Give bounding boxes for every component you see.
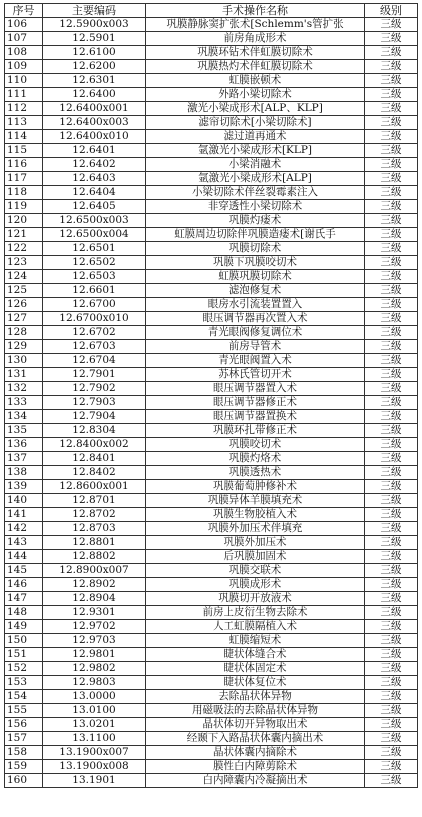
row-procedure: 巩膜下巩膜咬切术 [146, 256, 365, 270]
table-row [5, 158, 418, 172]
row-code: 12.6502 [43, 256, 146, 270]
table-row [5, 228, 418, 242]
row-procedure: 非穿透性小梁切除术 [146, 200, 365, 214]
row-seq: 142 [5, 522, 43, 536]
row-code: 12.6500x003 [43, 214, 146, 228]
row-code: 12.6700x010 [43, 312, 146, 326]
table-row [5, 676, 418, 690]
row-code: 12.6501 [43, 242, 146, 256]
row-code: 12.6403 [43, 172, 146, 186]
row-level: 三级 [365, 18, 418, 32]
row-level: 三级 [365, 508, 418, 522]
table-row [5, 718, 418, 732]
table-row [5, 172, 418, 186]
table-row [5, 410, 418, 424]
table-row [5, 536, 418, 550]
table-row [5, 466, 418, 480]
row-level: 三级 [365, 214, 418, 228]
row-code: 12.8802 [43, 550, 146, 564]
row-level: 三级 [365, 270, 418, 284]
row-level: 三级 [365, 648, 418, 662]
row-code: 12.8703 [43, 522, 146, 536]
row-code: 12.6503 [43, 270, 146, 284]
row-level: 三级 [365, 690, 418, 704]
row-procedure: 苏林氏管切开术 [146, 368, 365, 382]
row-procedure: 眼压调节器修正术 [146, 396, 365, 410]
table-row [5, 550, 418, 564]
row-seq: 132 [5, 382, 43, 396]
table-row [5, 242, 418, 256]
table-row [5, 690, 418, 704]
row-procedure: 外路小梁切除术 [146, 88, 365, 102]
row-code: 12.6400 [43, 88, 146, 102]
row-level: 三级 [365, 354, 418, 368]
row-seq: 155 [5, 704, 43, 718]
row-procedure: 人工虹膜隔植入术 [146, 620, 365, 634]
row-level: 三级 [365, 200, 418, 214]
row-seq: 113 [5, 116, 43, 130]
procedure-table [4, 3, 418, 788]
row-procedure: 晶状体囊内摘除术 [146, 746, 365, 760]
row-seq: 135 [5, 424, 43, 438]
row-procedure: 氩激光小梁成形术[KLP] [146, 144, 365, 158]
row-procedure: 巩膜异体羊膜填充术 [146, 494, 365, 508]
row-level: 三级 [365, 620, 418, 634]
table-row [5, 200, 418, 214]
table-row [5, 298, 418, 312]
row-seq: 114 [5, 130, 43, 144]
row-level: 三级 [365, 438, 418, 452]
row-level: 三级 [365, 634, 418, 648]
table-row [5, 116, 418, 130]
row-code: 12.6200 [43, 60, 146, 74]
row-seq: 107 [5, 32, 43, 46]
row-seq: 119 [5, 200, 43, 214]
row-procedure: 巩膜生物胶植入术 [146, 508, 365, 522]
row-procedure: 激光小梁成形术[ALP、KLP] [146, 102, 365, 116]
row-procedure: 睫状体固定术 [146, 662, 365, 676]
row-level: 三级 [365, 130, 418, 144]
row-procedure: 青光眼阀修复调位术 [146, 326, 365, 340]
row-seq: 136 [5, 438, 43, 452]
row-code: 13.0100 [43, 704, 146, 718]
table-row [5, 592, 418, 606]
row-procedure: 虹膜缩短术 [146, 634, 365, 648]
row-procedure: 巩膜外加压术伴填充 [146, 522, 365, 536]
row-seq: 145 [5, 564, 43, 578]
row-level: 三级 [365, 340, 418, 354]
row-level: 三级 [365, 676, 418, 690]
row-level: 三级 [365, 592, 418, 606]
row-level: 三级 [365, 480, 418, 494]
row-seq: 152 [5, 662, 43, 676]
table-row [5, 606, 418, 620]
row-code: 13.1900x008 [43, 760, 146, 774]
row-procedure: 巩膜交联术 [146, 564, 365, 578]
table-row [5, 438, 418, 452]
row-seq: 111 [5, 88, 43, 102]
row-code: 12.6404 [43, 186, 146, 200]
row-level: 三级 [365, 704, 418, 718]
table-row [5, 102, 418, 116]
row-procedure: 经颞下入路晶状体囊内摘出术 [146, 732, 365, 746]
row-level: 三级 [365, 452, 418, 466]
row-procedure: 虹膜巩膜切除术 [146, 270, 365, 284]
row-code: 12.7903 [43, 396, 146, 410]
row-code: 12.7904 [43, 410, 146, 424]
row-level: 三级 [365, 424, 418, 438]
row-procedure: 巩膜环扎带修正术 [146, 424, 365, 438]
table-row [5, 396, 418, 410]
row-procedure: 前房导管术 [146, 340, 365, 354]
row-seq: 153 [5, 676, 43, 690]
table-row [5, 312, 418, 326]
row-level: 三级 [365, 732, 418, 746]
row-seq: 117 [5, 172, 43, 186]
row-code: 12.6704 [43, 354, 146, 368]
row-level: 三级 [365, 410, 418, 424]
table-row [5, 340, 418, 354]
row-level: 三级 [365, 88, 418, 102]
row-code: 12.6601 [43, 284, 146, 298]
row-seq: 154 [5, 690, 43, 704]
row-procedure: 巩膜环钻术伴虹膜切除术 [146, 46, 365, 60]
row-code: 13.1900x007 [43, 746, 146, 760]
row-seq: 143 [5, 536, 43, 550]
table-row [5, 648, 418, 662]
row-level: 三级 [365, 536, 418, 550]
row-procedure: 巩膜咬切术 [146, 438, 365, 452]
row-seq: 151 [5, 648, 43, 662]
row-code: 12.6700 [43, 298, 146, 312]
header-level: 级别 [365, 4, 418, 18]
table-row [5, 746, 418, 760]
row-seq: 128 [5, 326, 43, 340]
row-level: 三级 [365, 746, 418, 760]
row-procedure: 眼压调节器置入术 [146, 382, 365, 396]
row-seq: 138 [5, 466, 43, 480]
row-code: 12.8902 [43, 578, 146, 592]
row-seq: 144 [5, 550, 43, 564]
row-seq: 141 [5, 508, 43, 522]
table-row [5, 284, 418, 298]
row-procedure: 巩膜透热术 [146, 466, 365, 480]
row-code: 12.9702 [43, 620, 146, 634]
row-procedure: 巩膜切开放液术 [146, 592, 365, 606]
row-seq: 159 [5, 760, 43, 774]
row-code: 12.9802 [43, 662, 146, 676]
row-code: 12.8904 [43, 592, 146, 606]
table-row [5, 354, 418, 368]
row-code: 12.8702 [43, 508, 146, 522]
row-code: 12.9301 [43, 606, 146, 620]
row-seq: 139 [5, 480, 43, 494]
row-seq: 137 [5, 452, 43, 466]
row-procedure: 睫状体复位术 [146, 676, 365, 690]
table-row [5, 88, 418, 102]
row-code: 13.1100 [43, 732, 146, 746]
row-procedure: 虹膜嵌顿术 [146, 74, 365, 88]
row-seq: 140 [5, 494, 43, 508]
row-level: 三级 [365, 522, 418, 536]
row-seq: 129 [5, 340, 43, 354]
row-procedure: 晶状体切开异物取出术 [146, 718, 365, 732]
row-code: 12.8801 [43, 536, 146, 550]
row-level: 三级 [365, 256, 418, 270]
row-level: 三级 [365, 382, 418, 396]
table-row [5, 382, 418, 396]
table-row [5, 214, 418, 228]
row-level: 三级 [365, 494, 418, 508]
row-code: 12.9801 [43, 648, 146, 662]
row-seq: 133 [5, 396, 43, 410]
table-row [5, 74, 418, 88]
row-procedure: 膜性白内障剪除术 [146, 760, 365, 774]
table-row [5, 256, 418, 270]
row-level: 三级 [365, 466, 418, 480]
row-procedure: 巩膜热灼术伴虹膜切除术 [146, 60, 365, 74]
row-level: 三级 [365, 606, 418, 620]
table-row [5, 424, 418, 438]
row-code: 12.6400x003 [43, 116, 146, 130]
table-row [5, 774, 418, 788]
row-level: 三级 [365, 172, 418, 186]
row-level: 三级 [365, 284, 418, 298]
row-seq: 116 [5, 158, 43, 172]
row-code: 12.8600x001 [43, 480, 146, 494]
row-code: 12.6400x010 [43, 130, 146, 144]
row-seq: 156 [5, 718, 43, 732]
row-code: 12.7902 [43, 382, 146, 396]
row-code: 12.5900x003 [43, 18, 146, 32]
row-level: 三级 [365, 158, 418, 172]
table-row [5, 634, 418, 648]
row-level: 三级 [365, 718, 418, 732]
table-row [5, 620, 418, 634]
row-code: 12.6405 [43, 200, 146, 214]
row-procedure: 用磁吸法的去除晶状体异物 [146, 704, 365, 718]
row-seq: 157 [5, 732, 43, 746]
row-procedure: 巩膜灼瘘术 [146, 214, 365, 228]
row-seq: 147 [5, 592, 43, 606]
table-row [5, 508, 418, 522]
table-row [5, 564, 418, 578]
row-level: 三级 [365, 578, 418, 592]
row-seq: 131 [5, 368, 43, 382]
row-seq: 106 [5, 18, 43, 32]
row-seq: 120 [5, 214, 43, 228]
row-procedure: 前房上皮衍生物去除术 [146, 606, 365, 620]
row-seq: 110 [5, 74, 43, 88]
row-procedure: 青光眼阀置入术 [146, 354, 365, 368]
table-body [5, 18, 418, 788]
row-procedure: 巩膜静脉窦扩张术[Schlemm's管扩张 [146, 18, 365, 32]
header-code: 主要编码 [43, 4, 146, 18]
row-seq: 122 [5, 242, 43, 256]
row-code: 12.6500x004 [43, 228, 146, 242]
row-procedure: 小梁消融术 [146, 158, 365, 172]
row-code: 13.0000 [43, 690, 146, 704]
row-level: 三级 [365, 550, 418, 564]
row-level: 三级 [365, 144, 418, 158]
row-code: 12.6702 [43, 326, 146, 340]
row-level: 三级 [365, 32, 418, 46]
table-row [5, 480, 418, 494]
row-code: 12.9703 [43, 634, 146, 648]
header-procedure: 手术操作名称 [146, 4, 365, 18]
row-seq: 112 [5, 102, 43, 116]
row-seq: 160 [5, 774, 43, 788]
row-level: 三级 [365, 46, 418, 60]
row-code: 13.0201 [43, 718, 146, 732]
table-row [5, 368, 418, 382]
table-row [5, 46, 418, 60]
table-row [5, 18, 418, 32]
row-seq: 146 [5, 578, 43, 592]
table-row [5, 760, 418, 774]
row-seq: 115 [5, 144, 43, 158]
table-row [5, 704, 418, 718]
row-seq: 158 [5, 746, 43, 760]
row-level: 三级 [365, 396, 418, 410]
row-code: 12.6703 [43, 340, 146, 354]
row-procedure: 小梁切除术伴丝裂霉素注入 [146, 186, 365, 200]
row-level: 三级 [365, 102, 418, 116]
row-procedure: 巩膜切除术 [146, 242, 365, 256]
table-row [5, 326, 418, 340]
row-procedure: 巩膜葡萄肿修补术 [146, 480, 365, 494]
row-procedure: 滤过道再通术 [146, 130, 365, 144]
row-procedure: 睫状体缝合术 [146, 648, 365, 662]
row-level: 三级 [365, 760, 418, 774]
row-code: 12.8402 [43, 466, 146, 480]
row-code: 13.1901 [43, 774, 146, 788]
row-procedure: 滤泡修复术 [146, 284, 365, 298]
row-level: 三级 [365, 60, 418, 74]
header-seq: 序号 [5, 4, 43, 18]
row-level: 三级 [365, 326, 418, 340]
row-procedure: 眼压调节器置换术 [146, 410, 365, 424]
table-row [5, 494, 418, 508]
row-level: 三级 [365, 74, 418, 88]
row-level: 三级 [365, 298, 418, 312]
row-level: 三级 [365, 564, 418, 578]
row-procedure: 白内障囊内冷凝摘出术 [146, 774, 365, 788]
table-row [5, 452, 418, 466]
row-level: 三级 [365, 662, 418, 676]
row-seq: 149 [5, 620, 43, 634]
row-procedure: 巩膜外加压术 [146, 536, 365, 550]
row-seq: 123 [5, 256, 43, 270]
table-row [5, 732, 418, 746]
row-code: 12.8401 [43, 452, 146, 466]
table-row [5, 522, 418, 536]
table-row [5, 130, 418, 144]
row-procedure: 前房角成形术 [146, 32, 365, 46]
row-seq: 134 [5, 410, 43, 424]
row-seq: 121 [5, 228, 43, 242]
row-code: 12.6402 [43, 158, 146, 172]
row-seq: 130 [5, 354, 43, 368]
row-procedure: 虹膜周边切除伴巩膜造瘘术[谢氏手 [146, 228, 365, 242]
row-seq: 108 [5, 46, 43, 60]
row-level: 三级 [365, 368, 418, 382]
row-code: 12.8900x007 [43, 564, 146, 578]
row-code: 12.8400x002 [43, 438, 146, 452]
row-level: 三级 [365, 312, 418, 326]
row-seq: 109 [5, 60, 43, 74]
row-level: 三级 [365, 242, 418, 256]
row-seq: 148 [5, 606, 43, 620]
row-code: 12.7901 [43, 368, 146, 382]
row-procedure: 后巩膜加固术 [146, 550, 365, 564]
row-seq: 126 [5, 298, 43, 312]
row-code: 12.6401 [43, 144, 146, 158]
row-procedure: 巩膜灼烙术 [146, 452, 365, 466]
row-code: 12.6400x001 [43, 102, 146, 116]
table-row [5, 60, 418, 74]
row-procedure: 氩激光小梁成形术[ALP] [146, 172, 365, 186]
table-row [5, 186, 418, 200]
row-seq: 125 [5, 284, 43, 298]
table-row [5, 32, 418, 46]
row-procedure: 眼房水引流装置置入 [146, 298, 365, 312]
table-row [5, 270, 418, 284]
row-level: 三级 [365, 116, 418, 130]
row-procedure: 滤帘切除术[小梁切除术] [146, 116, 365, 130]
table-header-row [5, 4, 418, 18]
row-procedure: 去除晶状体异物 [146, 690, 365, 704]
table-row [5, 578, 418, 592]
row-seq: 124 [5, 270, 43, 284]
row-level: 三级 [365, 186, 418, 200]
table-row [5, 144, 418, 158]
row-code: 12.5901 [43, 32, 146, 46]
row-seq: 127 [5, 312, 43, 326]
row-code: 12.6301 [43, 74, 146, 88]
row-code: 12.8304 [43, 424, 146, 438]
row-seq: 150 [5, 634, 43, 648]
row-level: 三级 [365, 228, 418, 242]
row-code: 12.9803 [43, 676, 146, 690]
row-seq: 118 [5, 186, 43, 200]
row-code: 12.8701 [43, 494, 146, 508]
row-level: 三级 [365, 774, 418, 788]
row-code: 12.6100 [43, 46, 146, 60]
row-procedure: 巩膜成形术 [146, 578, 365, 592]
row-procedure: 眼压调节器再次置入术 [146, 312, 365, 326]
table-row [5, 662, 418, 676]
